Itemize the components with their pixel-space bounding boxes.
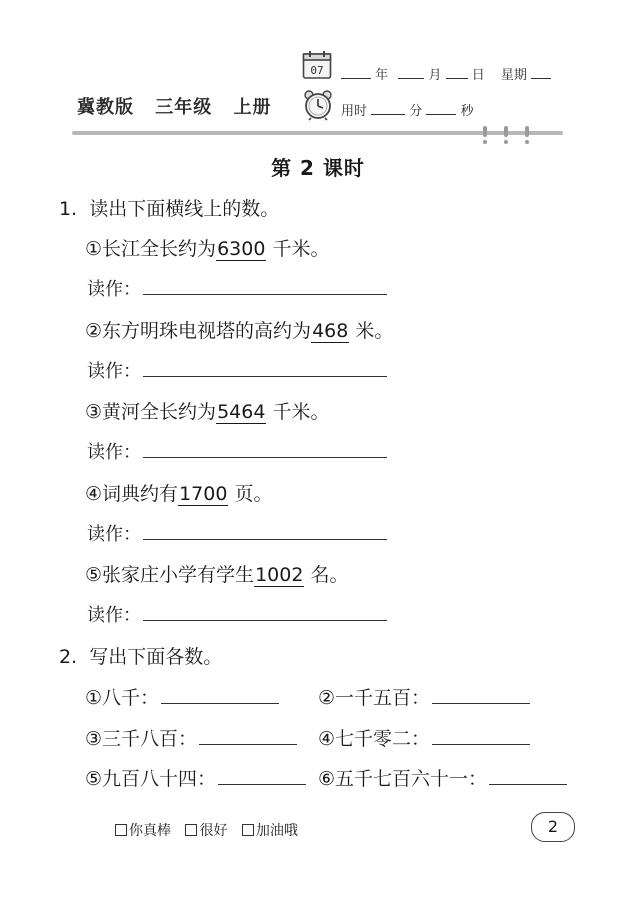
self-rating [115,820,308,840]
binder-ring-icon [483,126,487,137]
item-unit: 名。 [304,564,349,586]
question-1-prompt [59,194,279,221]
rating-label: 加油哦 [255,823,298,839]
answer-line[interactable] [489,766,567,785]
second-blank[interactable] [426,102,456,115]
answer-line[interactable] [143,602,387,621]
item-text: 东方明珠电视塔的高约为 [102,320,312,342]
item-marker: ③ [85,401,103,423]
item-text: 词典约有 [102,483,179,505]
answer-line[interactable] [143,358,387,377]
item-marker: ④ [85,483,103,505]
q1-item-3 [85,397,329,424]
time-fields [341,100,474,119]
item-marker: ② [85,320,103,342]
q2-item-2 [318,683,530,710]
item-text: 黄河全长约为 [102,401,217,423]
item-unit: 千米。 [266,238,330,260]
volume: 上册 [233,97,272,118]
item-text: 八千： [102,687,160,709]
answer-line[interactable] [143,439,387,458]
month-label: 月 [428,68,442,83]
rating-option[interactable] [185,823,227,839]
item-marker: ⑤ [85,768,103,790]
lesson-title: 第 2 课时 [271,156,365,180]
item-marker: ② [318,687,336,709]
year-blank[interactable] [341,66,371,79]
rating-option[interactable] [115,823,171,839]
q1-read-row-5 [87,601,387,627]
answer-line[interactable] [143,276,387,295]
calendar-icon [302,50,332,80]
underlined-number: 1700 [179,483,228,505]
binder-ring-icon [504,126,508,137]
answer-line[interactable] [218,766,306,785]
item-marker: ④ [318,728,336,750]
answer-line[interactable] [432,685,530,704]
minute-blank[interactable] [371,102,405,115]
answer-line[interactable] [199,726,297,745]
weekday-label: 星期 [500,68,527,83]
binder-ring-dot [525,140,529,144]
item-marker: ⑥ [318,768,336,790]
q2-item-1 [85,683,279,710]
item-text: 五千七百六十一： [335,768,488,790]
calendar-day: 07 [310,64,324,77]
answer-line[interactable] [161,685,279,704]
page-number: 2 [531,812,575,842]
rating-option[interactable] [242,823,298,839]
item-unit: 米。 [349,320,394,342]
weekday-blank[interactable] [531,66,551,79]
read-label: 读作： [87,361,141,382]
q2-item-6 [318,764,567,791]
item-text: 长江全长约为 [102,238,217,260]
read-label: 读作： [87,442,141,463]
item-text: 张家庄小学有学生 [102,564,255,586]
day-blank[interactable] [446,66,468,79]
question-text: 写出下面各数。 [89,646,223,668]
q1-item-5 [85,560,348,587]
question-2-prompt [59,642,222,669]
underlined-number: 5464 [217,401,266,423]
item-marker: ① [85,687,103,709]
underlined-number: 1002 [255,564,304,586]
item-unit: 页。 [228,483,273,505]
underlined-number: 468 [312,320,349,342]
checkbox-icon[interactable] [115,824,127,836]
answer-line[interactable] [143,521,387,540]
q1-read-row-2 [87,357,387,383]
item-text: 一千五百： [335,687,431,709]
item-marker: ① [85,238,103,260]
rating-label: 你真棒 [129,823,171,839]
read-label: 读作： [87,605,141,626]
item-text: 三千八百： [102,728,198,750]
q1-item-1 [85,234,329,261]
grade: 三年级 [155,97,213,118]
q1-item-4 [85,479,272,506]
header-divider [72,131,563,135]
minute-label: 分 [409,104,423,119]
q1-read-row-4 [87,520,387,546]
checkbox-icon[interactable] [242,824,254,836]
item-text: 九百八十四： [102,768,217,790]
item-unit: 千米。 [266,401,330,423]
q1-read-row-1 [87,275,387,301]
question-number: 2. [59,646,78,668]
read-label: 读作： [87,279,141,300]
alarm-clock-icon [302,89,334,121]
question-number: 1. [59,198,78,220]
day-label: 日 [471,68,485,83]
date-fields [341,64,551,83]
item-text: 七千零二： [335,728,431,750]
binder-ring-icon [525,126,529,137]
binder-ring-dot [483,140,487,144]
q2-item-3 [85,724,297,751]
rating-label: 很好 [199,823,228,839]
edition-label [77,93,286,119]
month-blank[interactable] [398,66,424,79]
question-text: 读出下面横线上的数。 [89,198,280,220]
answer-line[interactable] [432,726,530,745]
read-label: 读作： [87,524,141,545]
checkbox-icon[interactable] [185,824,197,836]
time-used-label: 用时 [341,104,368,119]
item-marker: ③ [85,728,103,750]
q2-item-4 [318,724,530,751]
q1-read-row-3 [87,438,387,464]
q1-item-2 [85,316,393,343]
item-marker: ⑤ [85,564,103,586]
second-label: 秒 [460,104,474,119]
publisher: 冀教版 [77,97,134,118]
q2-item-5 [85,764,306,791]
year-label: 年 [375,68,389,83]
underlined-number: 6300 [217,238,266,260]
binder-ring-dot [504,140,508,144]
